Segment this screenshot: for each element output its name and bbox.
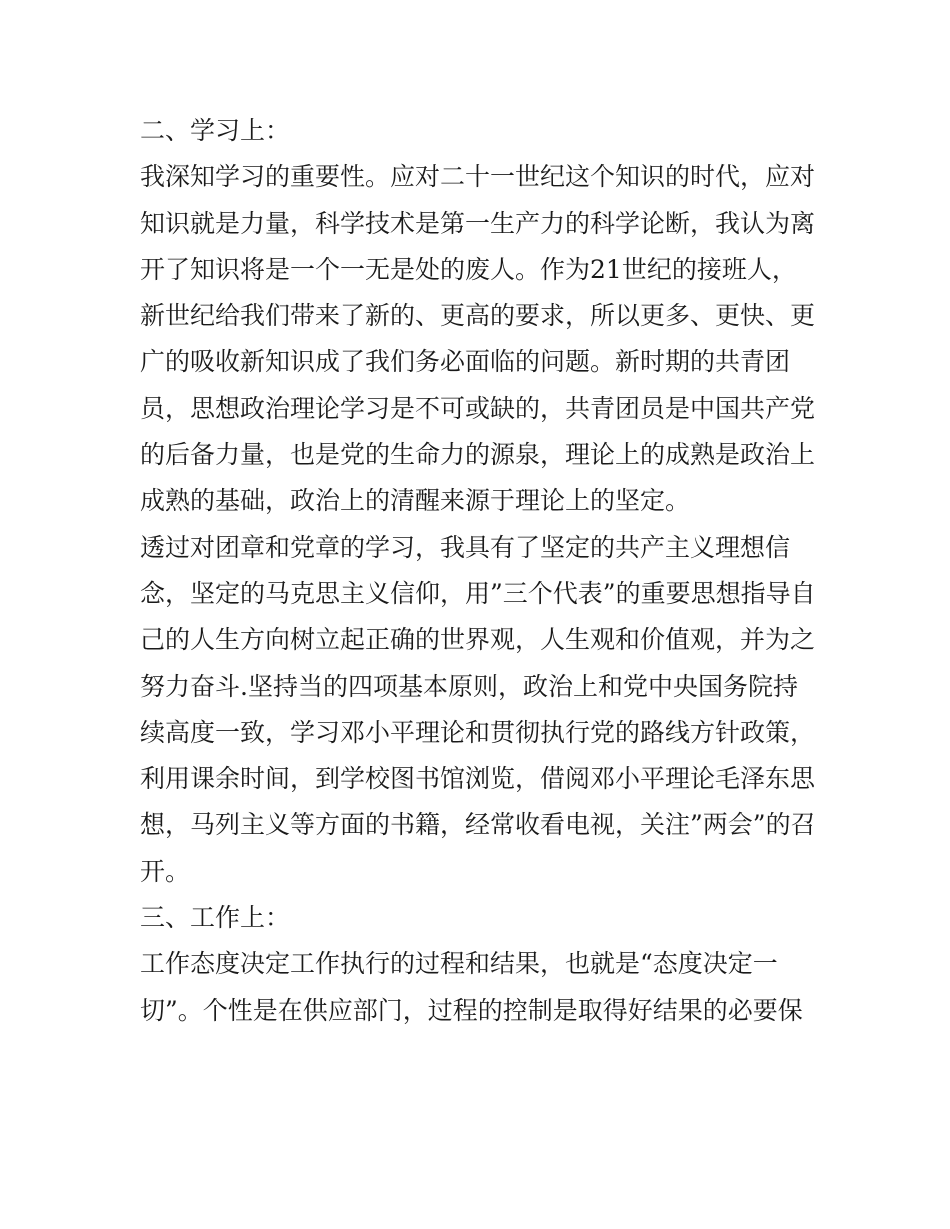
section-heading-study: 二、学习上： [140,116,291,145]
text-line: 续高度一致，学习邓小平理论和贯彻执行党的路线方针政策， [140,717,816,747]
text-line: 想，马列主义等方面的书籍，经常收看电视，关注”两会”的召 [140,810,816,840]
text-line: 我深知学习的重要性。应对二十一世纪这个知识的时代，应对 [140,162,816,192]
text-line: 新世纪给我们带来了新的、更高的要求，所以更多、更快、更 [140,301,816,331]
section-heading-work: 三、工作上： [140,903,291,933]
text-line: 利用课余时间，到学校图书馆浏览，借阅邓小平理论毛泽东思 [140,764,816,794]
text-line: 开。 [140,856,191,886]
text-line: 工作态度决定工作执行的过程和结果，也就是“态度决定一 [140,949,778,979]
text-line: 开了知识将是一个一无是处的废人。作为21世纪的接班人， [140,254,797,284]
text-line: 切”。个性是在供应部门，过程的控制是取得好结果的必要保 [140,995,803,1025]
text-line: 透过对团章和党章的学习，我具有了坚定的共产主义理想信 [140,532,791,562]
text-line: 广的吸收新知识成了我们务必面临的问题。新时期的共青团 [140,347,791,377]
text-line: 念，坚定的马克思主义信仰，用”三个代表”的重要思想指导自 [140,578,816,608]
text-line: 知识就是力量，科学技术是第一生产力的科学论断，我认为离 [140,208,816,238]
document-body [140,108,830,1034]
text-line: 己的人生方向树立起正确的世界观，人生观和价值观，并为之 [140,625,816,655]
text-line: 员，思想政治理论学习是不可或缺的，共青团员是中国共产党 [140,393,816,423]
text-line: 努力奋斗.坚持当的四项基本原则，政治上和党中央国务院持 [140,671,798,701]
text-line: 成熟的基础，政治上的清醒来源于理论上的坚定。 [140,486,691,516]
text-line: 的后备力量，也是党的生命力的源泉，理论上的成熟是政治上 [140,440,816,470]
